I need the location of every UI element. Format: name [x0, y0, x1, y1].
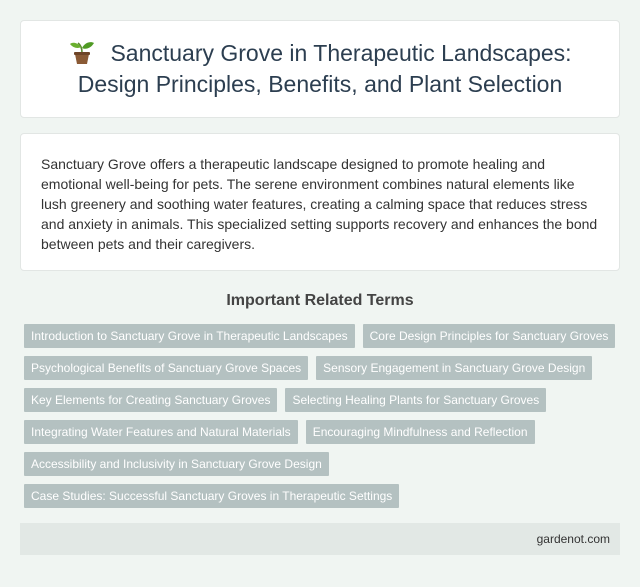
related-term-tag[interactable]: Sensory Engagement in Sanctuary Grove Design: [316, 356, 592, 380]
tag-row: [24, 388, 624, 412]
tag-row: [24, 420, 624, 444]
tag-row: [24, 324, 624, 348]
related-term-tag[interactable]: Accessibility and Inclusivity in Sanctuary Grove Design: [24, 452, 329, 476]
sprout-icon: [68, 39, 96, 65]
footer: [20, 523, 620, 555]
title-card: [20, 20, 620, 118]
page-title: [41, 38, 599, 100]
tag-row: [24, 356, 624, 380]
related-term-tag[interactable]: Psychological Benefits of Sanctuary Grove Spaces: [24, 356, 308, 380]
related-terms-list: [24, 324, 624, 516]
intro-card: [20, 133, 620, 271]
intro-text: Sanctuary Grove offers a therapeutic landscape designed to promote healing and emotional well-being for pets. The serene environment combines natural elements like lush greenery and soothing water features, creating a calming space that reduces stress and anxiety in animals. This specialized setting supports recovery and enhances the bond between pets and their caregivers.: [41, 156, 598, 252]
related-term-tag[interactable]: Introduction to Sanctuary Grove in Therapeutic Landscapes: [24, 324, 355, 348]
tag-row: [24, 484, 624, 508]
related-term-tag[interactable]: Selecting Healing Plants for Sanctuary Groves: [285, 388, 546, 412]
related-term-tag[interactable]: Core Design Principles for Sanctuary Groves: [363, 324, 616, 348]
footer-site-link[interactable]: gardenot.com: [536, 532, 610, 546]
related-term-tag[interactable]: Case Studies: Successful Sanctuary Groves in Therapeutic Settings: [24, 484, 399, 508]
related-term-tag[interactable]: Key Elements for Creating Sanctuary Groves: [24, 388, 277, 412]
related-term-tag[interactable]: Encouraging Mindfulness and Reflection: [306, 420, 535, 444]
related-terms-heading: Important Related Terms: [226, 292, 414, 309]
related-term-tag[interactable]: Integrating Water Features and Natural Materials: [24, 420, 298, 444]
tag-row: [24, 452, 624, 476]
page-title-text: Sanctuary Grove in Therapeutic Landscapes: Design Principles, Benefits, and Plant Selection: [77, 40, 572, 97]
